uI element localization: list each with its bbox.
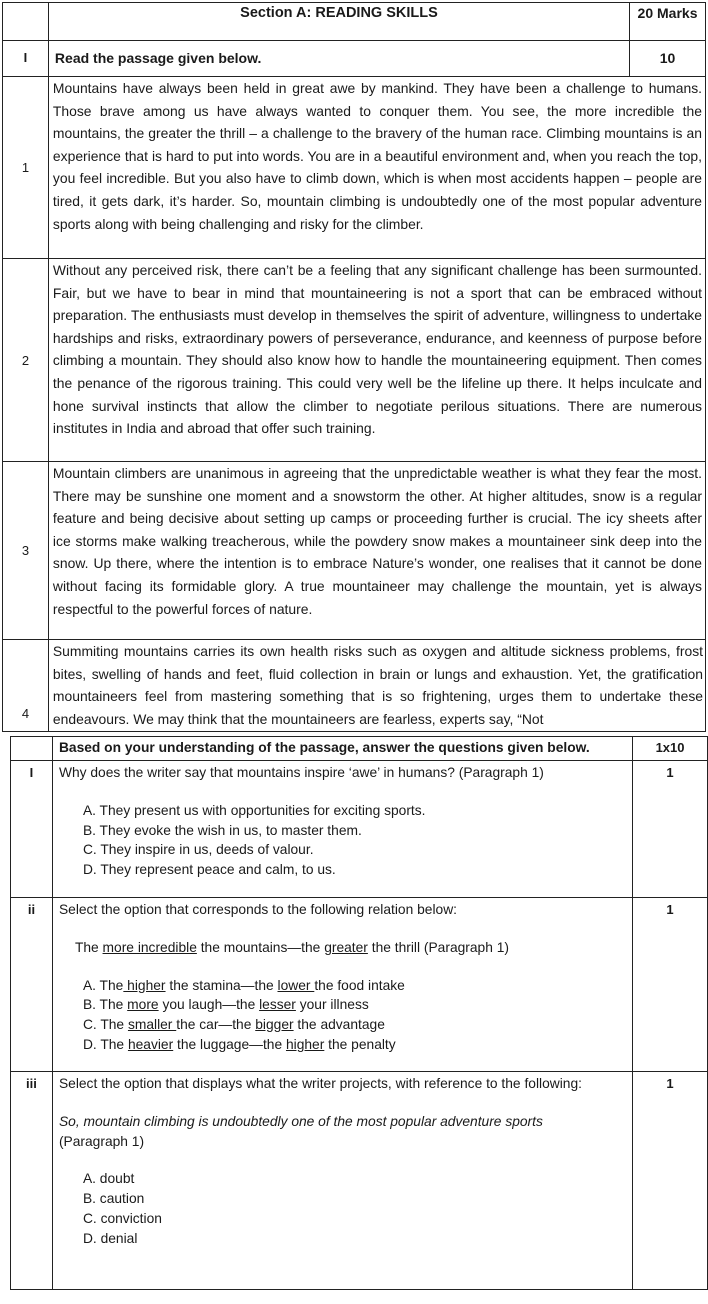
- question: [52, 1072, 632, 1290]
- question-marks: 10: [630, 41, 706, 77]
- questions-header: Based on your understanding of the passage, answer the questions given below.: [52, 737, 632, 761]
- option-list: [59, 976, 626, 1055]
- option-list: [59, 801, 626, 880]
- option-list: [59, 1169, 626, 1248]
- question: [52, 898, 632, 1072]
- question-number: I: [3, 41, 49, 77]
- paragraph-text: Mountain climbers are unanimous in agreeing that the unpredictable weather is what they fear the most. There may be sunshine one moment and a snowstorm the other. At higher altitudes, snow is a regular feature and being decisive about setting up camps or proceeding further is crucial. The icy sheets after ice storms make walking treacherous, while the powdery snow makes a mountaineer sink deep into the snow. Up there, where the intention is to embrace Nature’s wonder, one realises that it cannot be done without facing its formidable glory. A true mountaineer may challenge the mountain, yet is always respectful to the powerful forces of nature.: [48, 462, 705, 640]
- question-text: Select the option that corresponds to the following relation below:: [58, 902, 457, 917]
- section-marks: 20 Marks: [630, 3, 706, 41]
- paragraph-text: Summiting mountains carries its own health risks such as oxygen and altitude sickness problems, frost bites, swelling of hands and feet, fluid collection in brain or lungs and exhaustion. Yet, the gratification mountaineers feel from mastering something that is so frightening, urges them to undertake these endeavours. We may think that the mountaineers are fearless, experts say, “Not: [48, 640, 705, 732]
- paragraph-text: Mountains have always been held in great awe by mankind. They have been a challenge to humans. Those brave among us have always wanted to conquer them. You see, the more incredible the mountains, the greater the thrill – a challenge to the bravery of the human race. Climbing mountains is an experience that is hard to put into words. You are in a beautiful environment and, when you reach the top, you feel incredible. But you also have to climb down, which is when most accidents happen – people are tired, it gets dark, it’s harder. So, mountain climbing is undoubtedly one of the most popular adventure sports along with being challenging and risky for the climber.: [48, 77, 705, 259]
- question-marks: 1: [633, 761, 708, 898]
- quote-reference: (Paragraph 1): [58, 1133, 145, 1149]
- quote-text: So, mountain climbing is undoubtedly one of the most popular adventure sports: [58, 1113, 543, 1129]
- question-number: ii: [11, 898, 53, 1072]
- paragraph-number: 2: [3, 259, 49, 462]
- question: [52, 761, 632, 898]
- option: A. They present us with opportunities for exciting sports.: [82, 802, 426, 818]
- option: C. conviction: [82, 1210, 162, 1226]
- question-number: iii: [11, 1072, 53, 1290]
- question-marks: 1: [633, 1072, 708, 1290]
- question-marks: 1: [633, 898, 708, 1072]
- paragraph-number: 4: [3, 640, 49, 732]
- option: B. caution: [82, 1191, 145, 1207]
- option: A. The higher the stamina—the lower the food intake: [82, 977, 405, 993]
- option: C. They inspire in us, deeds of valour.: [82, 842, 314, 858]
- option: B. They evoke the wish in us, to master them.: [82, 822, 362, 838]
- question-text: Select the option that displays what the writer projects, with reference to the following:: [58, 1076, 582, 1091]
- option: D. denial: [82, 1230, 138, 1246]
- option: D. They represent peace and calm, to us.: [82, 862, 336, 878]
- questions-marks: 1x10: [633, 737, 708, 761]
- passage-table: [2, 2, 706, 732]
- paragraph-number: 3: [3, 462, 49, 640]
- paragraph-number: 1: [3, 77, 49, 259]
- option: D. The heavier the luggage—the higher the penalty: [82, 1036, 396, 1052]
- option: B. The more you laugh—the lesser your illness: [82, 997, 369, 1013]
- question-number: I: [11, 761, 53, 898]
- paragraph-text: Without any perceived risk, there can’t be a feeling that any significant challenge has been surmounted. Fair, but we have to bear in mind that mountaineering is not a sport that can be embraced without preparation. The enthusiasts must develop in themselves the spirit of adventure, willingness to undertake hardships and risks, extraordinary powers of perseverance, endurance, and keenness of purpose before climbing a mountain. They should also know how to handle the mountaineering equipment. Then comes the penance of the rigorous training. This could very well be the lifeline up there. It helps inculcate and hone survival instincts that allow the climber to negotiate perilous situations. There are numerous institutes in India and abroad that offer such training.: [48, 259, 705, 462]
- option: A. doubt: [82, 1171, 135, 1187]
- relation-text: The more incredible the mountains—the greater the thrill (Paragraph 1): [74, 939, 510, 955]
- questions-table: [10, 736, 708, 1290]
- instruction: Read the passage given below.: [48, 41, 629, 77]
- option: C. The smaller the car—the bigger the advantage: [82, 1017, 385, 1033]
- section-title: Section A: READING SKILLS: [48, 3, 629, 41]
- question-text: Why does the writer say that mountains inspire ‘awe’ in humans? (Paragraph 1): [58, 765, 544, 780]
